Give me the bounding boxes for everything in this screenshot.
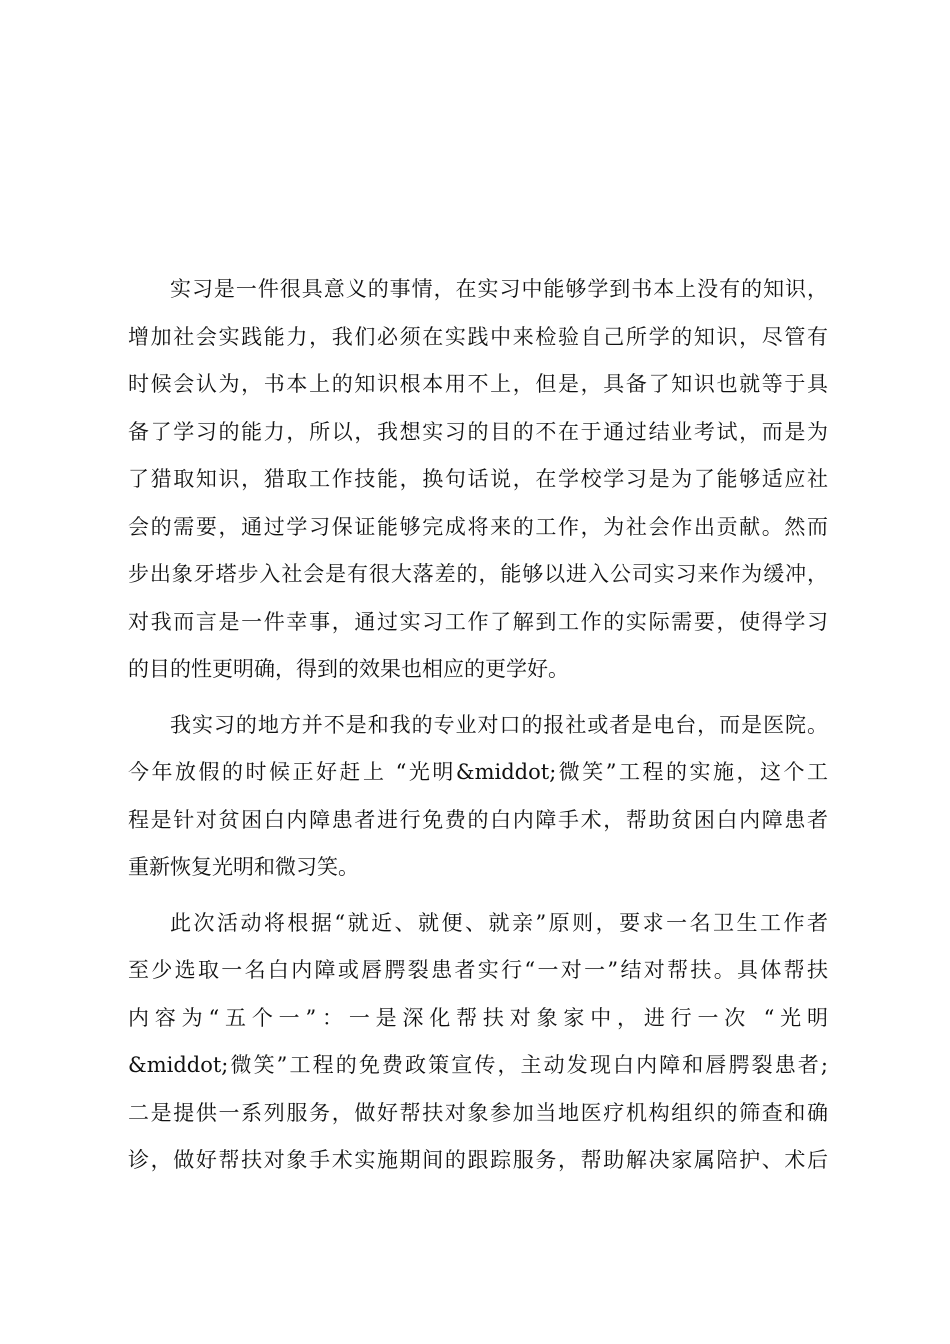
text-line: 此次活动将根据“就近、就便、就亲”原则，要求一名卫生工作者 xyxy=(170,910,828,935)
text-line: 时候会认为，书本上的知识根本用不上，但是，具备了知识也就等于具 xyxy=(128,372,828,396)
paragraph-1 xyxy=(128,266,828,694)
paragraph-2 xyxy=(128,702,828,892)
text-line: 了猎取知识，猎取工作技能，换句话说，在学校学习是为了能够适应社 xyxy=(128,467,828,491)
document-body xyxy=(128,266,828,1185)
text-line: 今年放假的时候正好赶上 “光明&middot;微笑”工程的实施，这个工 xyxy=(128,760,828,784)
text-line: 重新恢复光明和微习笑。 xyxy=(128,855,359,879)
text-line: 我实习的地方并不是和我的专业对口的报社或者是电台，而是医院。 xyxy=(170,712,828,737)
paragraph-spacer xyxy=(128,892,828,900)
text-line: 二是提供一系列服务，做好帮扶对象参加当地医疗机构组织的筛查和确 xyxy=(128,1100,828,1125)
paragraph-spacer xyxy=(128,694,828,702)
text-line: &middot;微笑”工程的免费政策宣传，主动发现白内障和唇腭裂患者; xyxy=(128,1053,828,1077)
text-line: 程是针对贫困白内障患者进行免费的白内障手术，帮助贫困白内障患者 xyxy=(128,807,828,832)
text-line: 步出象牙塔步入社会是有很大落差的，能够以进入公司实习来作为缓冲， xyxy=(128,562,828,586)
text-line: 实习是一件很具意义的事情，在实习中能够学到书本上没有的知识， xyxy=(170,277,828,301)
text-line: 诊，做好帮扶对象手术实施期间的跟踪服务，帮助解决家属陪护、术后 xyxy=(128,1148,828,1172)
text-line: 至少选取一名白内障或唇腭裂患者实行“一对一”结对帮扶。具体帮扶 xyxy=(128,958,828,982)
paragraph-3 xyxy=(128,900,828,1185)
text-line: 会的需要，通过学习保证能够完成将来的工作，为社会作出贡献。然而 xyxy=(128,514,828,539)
text-line: 对我而言是一件幸事，通过实习工作了解到工作的实际需要，使得学习 xyxy=(128,609,828,634)
text-line: 的目的性更明确，得到的效果也相应的更学好。 xyxy=(128,657,569,681)
text-line: 备了学习的能力，所以，我想实习的目的不在于通过结业考试，而是为 xyxy=(128,419,828,444)
text-line: 内容为“五个一”：一是深化帮扶对象家中，进行一次 “光明 xyxy=(128,1005,828,1030)
text-line: 增加社会实践能力，我们必须在实践中来检验自己所学的知识，尽管有 xyxy=(128,324,828,349)
